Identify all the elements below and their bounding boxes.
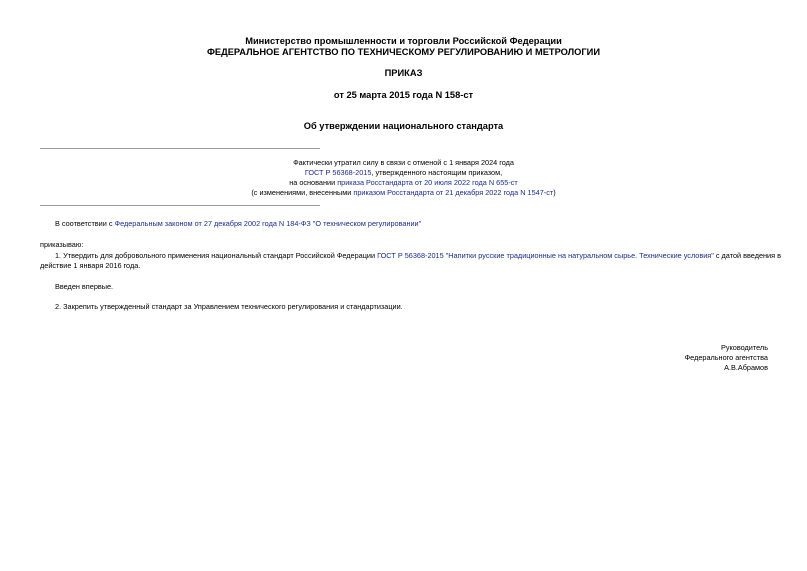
item-1-paragraph (55, 251, 781, 260)
status-note-line-4 (0, 188, 807, 197)
status-note-line-3 (0, 178, 807, 187)
order-word: приказываю: (40, 240, 84, 249)
agency-name: ФЕДЕРАЛЬНОЕ АГЕНТСТВО ПО ТЕХНИЧЕСКОМУ РЕГУЛИРОВАНИЮ И МЕТРОЛОГИИ (206, 47, 601, 57)
gost-link[interactable]: ГОСТ Р 56368-2015 (304, 168, 372, 177)
cancel-order-link[interactable]: приказа Росстандарта от 20 июля 2022 года N 655-ст (337, 178, 518, 187)
status-note-text: ) (553, 188, 556, 197)
signature-agency: Федерального агентства (684, 353, 768, 362)
status-note-line-1: Фактически утратил силу в связи с отменой с 1 января 2024 года (293, 158, 514, 167)
item-1-continuation: действие 1 января 2016 года. (40, 261, 141, 270)
federal-law-link[interactable]: Федеральным законом от 27 декабря 2002 года N 184-ФЗ "О техническом регулировании" (114, 219, 422, 228)
intro-text: В соответствии с (55, 219, 115, 228)
item-2-paragraph: 2. Закрепить утвержденный стандарт за Управлением технического регулирования и стандартизации. (55, 302, 403, 311)
signature-title: Руководитель (720, 343, 768, 352)
bottom-divider (40, 205, 320, 206)
signature-name: А.В.Абрамов (724, 363, 768, 372)
introduced-note: Введен впервые. (55, 282, 114, 291)
standard-link[interactable]: ГОСТ Р 56368-2015 "Напитки русские традиционные на натуральном сырье. Технические условия" (377, 251, 714, 260)
status-note-text: (с изменениями, внесенными (251, 188, 354, 197)
order-date-number: от 25 марта 2015 года N 158-ст (333, 90, 474, 100)
page-title: Об утверждении национального стандарта (303, 121, 504, 131)
intro-paragraph (55, 219, 421, 228)
item-1-text: с датой введения в (713, 251, 781, 260)
status-note-text: , утвержденного настоящим приказом, (371, 168, 503, 177)
ministry-name: Министерство промышленности и торговли Российской Федерации (245, 36, 562, 46)
status-note-line-2 (0, 168, 807, 177)
top-divider (40, 148, 320, 149)
amendment-order-link[interactable]: приказом Росстандарта от 21 декабря 2022 года N 1547-ст (353, 188, 554, 197)
item-1-text: 1. Утвердить для добровольного применения национальный стандарт Российской Федерации (55, 251, 378, 260)
status-note-text: на основании (289, 178, 338, 187)
document-type: ПРИКАЗ (384, 68, 423, 78)
